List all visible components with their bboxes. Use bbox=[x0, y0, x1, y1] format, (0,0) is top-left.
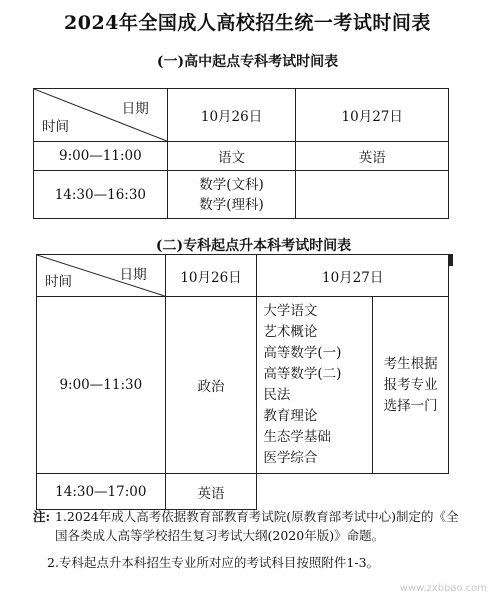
subject-item: 艺术概论 bbox=[263, 324, 318, 340]
table1-subtitle: (一)高中起点专科考试时间表 bbox=[156, 54, 339, 70]
notes-section bbox=[33, 507, 463, 572]
diagonal-header-cell bbox=[34, 89, 168, 142]
empty-cell bbox=[296, 171, 449, 219]
subject-item: 高等数学(二) bbox=[263, 366, 342, 382]
time-cell: 9:00—11:00 bbox=[34, 142, 168, 171]
subject-item: 高等数学(一) bbox=[263, 345, 342, 361]
date-label: 日期 bbox=[119, 267, 147, 283]
notes-label: 注: bbox=[33, 509, 51, 524]
subject-line: 数学(理科) bbox=[199, 196, 264, 213]
choice-note-cell bbox=[373, 297, 449, 474]
day1-header: 10月26日 bbox=[167, 89, 296, 142]
subject-cell: 政治 bbox=[165, 297, 257, 474]
day2-header: 10月27日 bbox=[257, 255, 449, 297]
subject-item: 生态学基础 bbox=[263, 429, 331, 445]
note-item: 2.专科起点升本科招生专业所对应的考试科目按照附件1-3。 bbox=[47, 555, 380, 570]
time-cell: 14:30—17:00 bbox=[37, 474, 166, 510]
table-row bbox=[34, 171, 449, 219]
diagonal-header-cell bbox=[37, 255, 166, 297]
subject-line: 数学(文科) bbox=[199, 176, 264, 193]
empty-cell bbox=[257, 474, 449, 510]
subject-item: 大学语文 bbox=[263, 303, 318, 319]
table-border-mark bbox=[449, 254, 453, 266]
choice-note-line: 考生根据 bbox=[383, 355, 438, 372]
table-row bbox=[37, 297, 449, 474]
note-item: 1.2024年成人高考依据教育部教育考试院(原教育部考试中心)制定的《全国各类成人高等学校招生复习考试大纲(2020年版)》命题。 bbox=[55, 509, 459, 543]
table-header-row bbox=[37, 255, 449, 297]
table-header-row bbox=[34, 89, 449, 142]
schedule-table-2 bbox=[36, 254, 449, 510]
subject-item: 教育理论 bbox=[263, 408, 318, 424]
day2-header: 10月27日 bbox=[296, 89, 449, 142]
day1-header: 10月26日 bbox=[165, 255, 257, 297]
subject-cell: 英语 bbox=[296, 142, 449, 171]
watermark: www.zxbbao.com bbox=[399, 583, 487, 594]
time-label: 时间 bbox=[42, 119, 69, 135]
table-row bbox=[34, 142, 449, 171]
subject-list-cell bbox=[257, 297, 373, 474]
subject-item: 医学综合 bbox=[263, 450, 318, 466]
table2-subtitle: (二)专科起点升本科考试时间表 bbox=[155, 238, 352, 254]
subject-cell: 语文 bbox=[167, 142, 296, 171]
subject-cell bbox=[167, 171, 296, 219]
schedule-table-1 bbox=[33, 88, 449, 219]
time-cell: 14:30—16:30 bbox=[34, 171, 168, 219]
choice-note-line: 选择一门 bbox=[383, 397, 438, 414]
time-cell: 9:00—11:30 bbox=[37, 297, 166, 474]
subject-item: 民法 bbox=[263, 387, 291, 403]
subject-cell: 英语 bbox=[165, 474, 257, 510]
date-label: 日期 bbox=[121, 101, 149, 117]
page-title: 2024年全国成人高校招生统一考试时间表 bbox=[64, 12, 431, 34]
choice-note-line: 报考专业 bbox=[383, 376, 438, 393]
time-label: 时间 bbox=[45, 274, 72, 290]
table-row bbox=[37, 474, 449, 510]
